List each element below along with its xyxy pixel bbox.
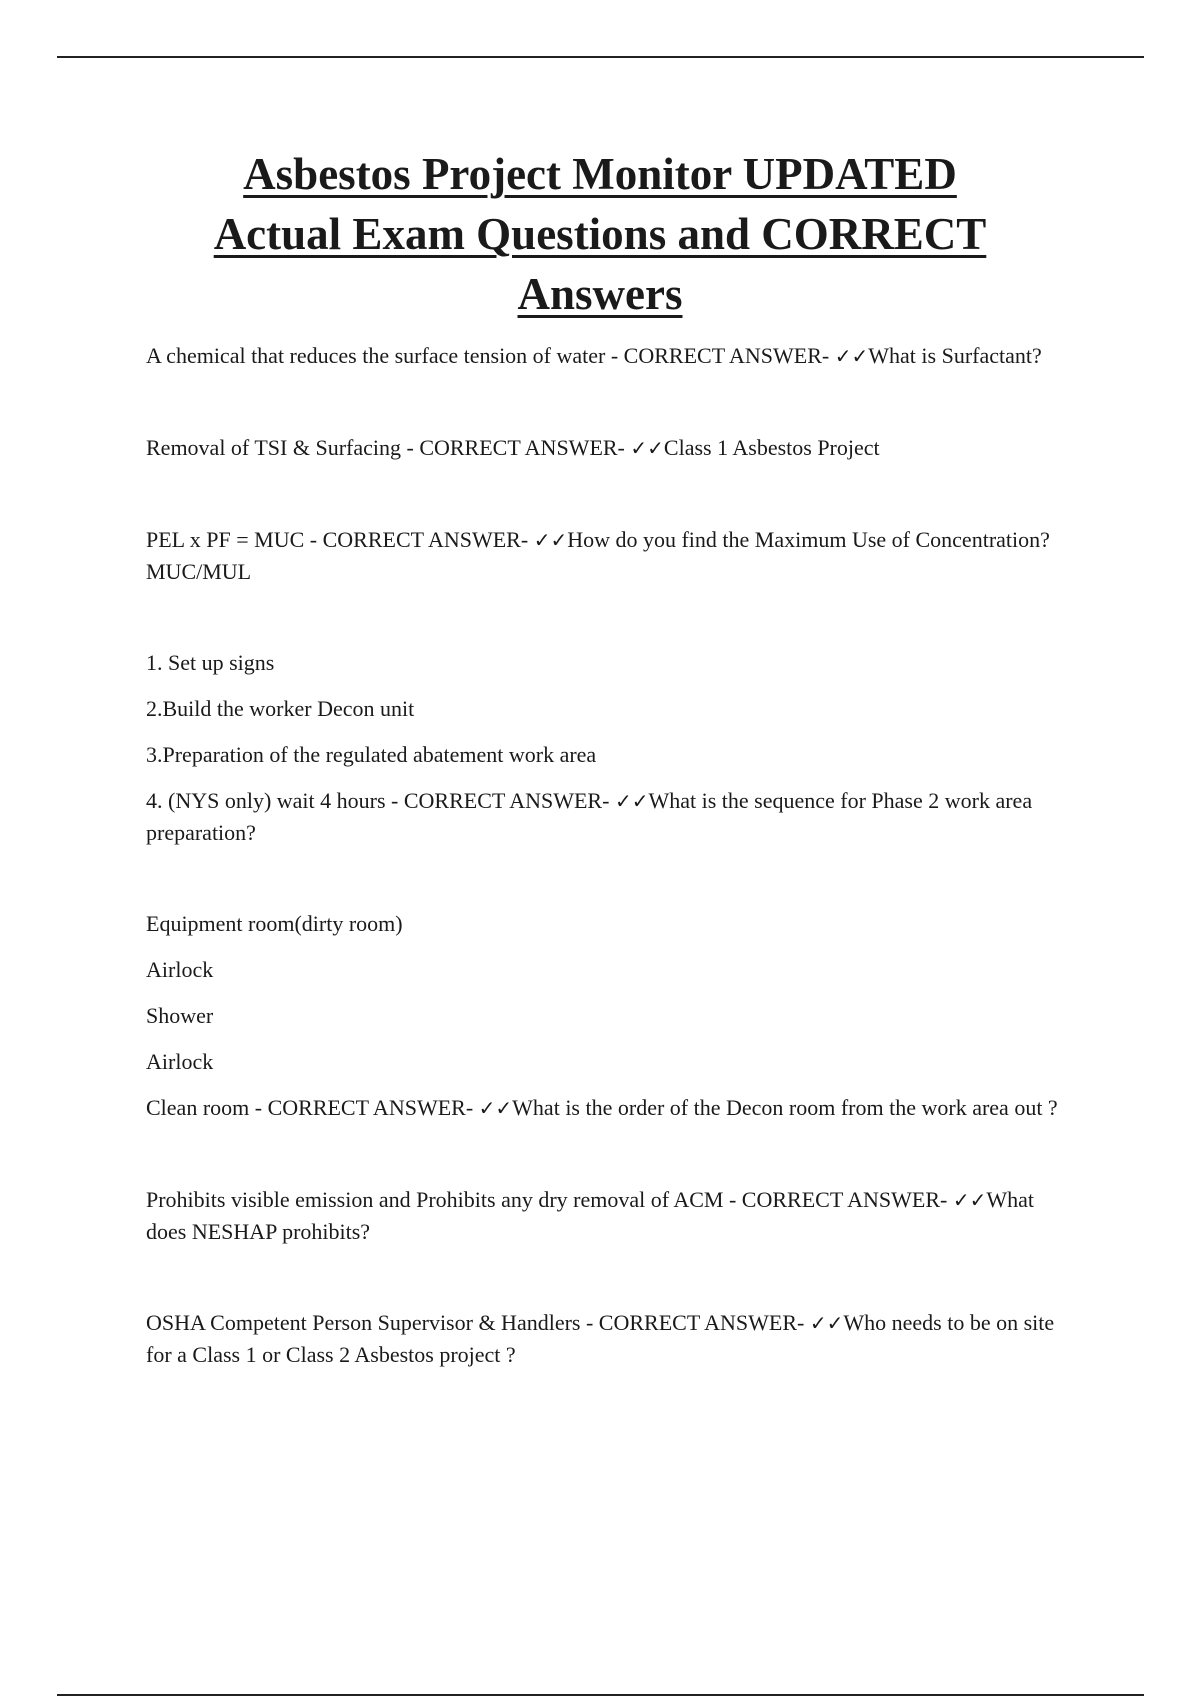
decon-room: Shower — [146, 1003, 214, 1028]
qa-entry-phase2 — [146, 647, 1066, 848]
entry-answer: What is the order of the Decon room from the work area out ? — [512, 1095, 1058, 1120]
double-check-icon: ✓✓ — [614, 789, 649, 813]
double-check-icon: ✓✓ — [630, 436, 664, 460]
document-body — [146, 340, 1066, 1370]
phase2-step: 1. Set up signs — [146, 650, 275, 675]
entry-prompt: OSHA Competent Person Supervisor & Handlers - CORRECT ANSWER- — [146, 1310, 810, 1335]
title-line-3: Answers — [517, 269, 683, 319]
bottom-rule — [57, 1694, 1144, 1696]
entry-answer: How do you find the Maximum Use of Concentration? MUC/MUL — [146, 527, 1050, 584]
document-title — [120, 144, 1080, 324]
entry-answer: What is Surfactant? — [868, 343, 1042, 368]
decon-room: Airlock — [146, 957, 214, 982]
top-rule — [57, 56, 1144, 58]
entry-prompt: Removal of TSI & Surfacing - CORRECT ANSWER- — [146, 435, 631, 460]
qa-entry-decon — [146, 908, 1066, 1124]
qa-entry-neshap — [146, 1184, 1066, 1247]
phase2-final-line — [146, 785, 1066, 848]
title-line-1: Asbestos Project Monitor UPDATED — [243, 149, 957, 199]
decon-final-line — [146, 1092, 1066, 1124]
phase2-step: 2.Build the worker Decon unit — [146, 696, 415, 721]
entry-prompt: Prohibits visible emission and Prohibits any dry removal of ACM - CORRECT ANSWER- — [146, 1187, 953, 1212]
double-check-icon: ✓✓ — [478, 1096, 513, 1120]
double-check-icon: ✓✓ — [809, 1311, 844, 1335]
qa-entry-class1 — [146, 432, 1066, 464]
entry-answer: What is the sequence for Phase 2 work area preparation? — [146, 788, 1033, 845]
entry-prompt: A chemical that reduces the surface tension of water - CORRECT ANSWER- — [146, 343, 835, 368]
entry-answer: Class 1 Asbestos Project — [663, 435, 880, 460]
double-check-icon: ✓✓ — [834, 344, 869, 368]
entry-answer: Who needs to be on site for a Class 1 or Class 2 Asbestos project ? — [146, 1310, 1055, 1367]
decon-room: Airlock — [146, 1049, 214, 1074]
entry-prompt: 4. (NYS only) wait 4 hours - CORRECT ANSWER- — [146, 788, 615, 813]
entry-answer: What does NESHAP prohibits? — [146, 1187, 1035, 1244]
qa-entry-surfactant — [146, 340, 1066, 372]
phase2-step: 3.Preparation of the regulated abatement work area — [146, 742, 597, 767]
double-check-icon: ✓✓ — [533, 528, 568, 552]
qa-entry-muc — [146, 524, 1066, 587]
title-line-2: Actual Exam Questions and CORRECT — [213, 209, 987, 259]
entry-prompt: Clean room - CORRECT ANSWER- — [146, 1095, 479, 1120]
decon-room: Equipment room(dirty room) — [146, 911, 403, 936]
entry-prompt: PEL x PF = MUC - CORRECT ANSWER- — [146, 527, 534, 552]
double-check-icon: ✓✓ — [952, 1188, 987, 1212]
qa-entry-osha — [146, 1307, 1066, 1370]
